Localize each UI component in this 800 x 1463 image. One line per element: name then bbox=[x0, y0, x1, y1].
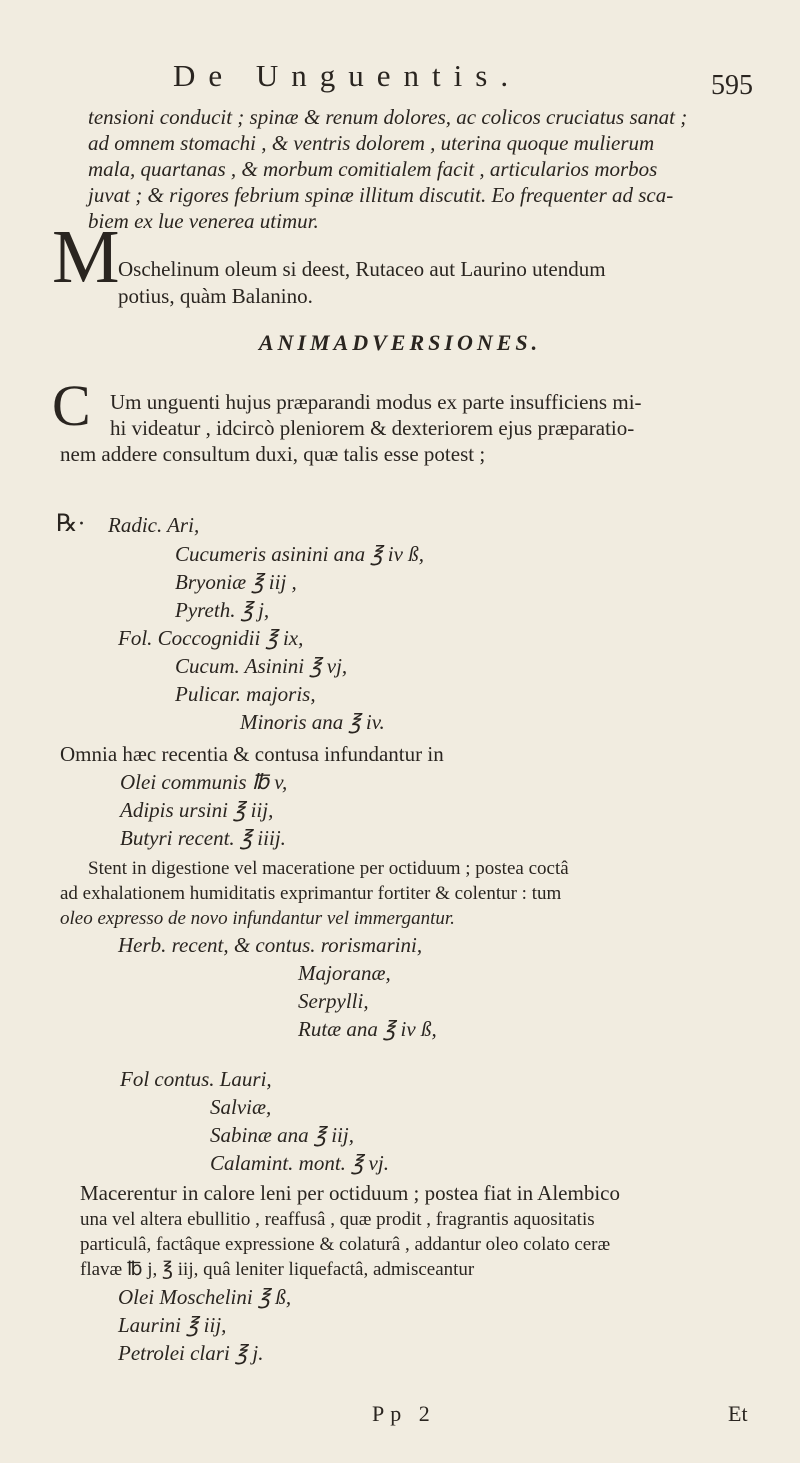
drop-cap: M bbox=[52, 215, 120, 299]
text-line: Serpylli, bbox=[298, 989, 369, 1013]
text-line: juvat ; & rigores febrium spinæ illitum discutit. Eo frequenter ad sca- bbox=[88, 183, 674, 207]
section-title: ANIMADVERSIONES. bbox=[258, 330, 542, 355]
text-line: Stent in digestione vel maceratione per octiduum ; postea coctâ bbox=[88, 858, 569, 879]
recipe-line: Radic. Ari, bbox=[108, 513, 200, 537]
recipe-line: Fol. Coccognidii ℥ ix, bbox=[118, 626, 304, 650]
text-line: nem addere consultum duxi, quæ talis esse potest ; bbox=[60, 442, 486, 466]
catchword: Et bbox=[728, 1401, 748, 1426]
signature-mark: Pp 2 bbox=[372, 1401, 436, 1426]
recipe-symbol: ℞· bbox=[56, 511, 86, 537]
text-line: oleo expresso de novo infundantur vel immergantur. bbox=[60, 908, 455, 929]
text-line: Fol contus. Lauri, bbox=[120, 1067, 272, 1091]
running-title: De Unguentis. bbox=[173, 58, 522, 93]
text-line: Rutæ ana ℥ iv ß, bbox=[298, 1017, 437, 1041]
recipe-line: Bryoniæ ℥ iij , bbox=[175, 570, 297, 594]
text-line: Sabinæ ana ℥ iij, bbox=[210, 1123, 354, 1147]
text-line: Olei communis ℔ v, bbox=[120, 770, 288, 794]
text-line: Butyri recent. ℥ iiij. bbox=[120, 826, 286, 850]
recipe-line: Cucum. Asinini ℥ vj, bbox=[175, 654, 348, 678]
text-line: Adipis ursini ℥ iij, bbox=[120, 798, 274, 822]
text-line: particulâ, factâque expressione & colaturâ , addantur oleo colato ceræ bbox=[80, 1234, 611, 1255]
text-line: Majoranæ, bbox=[298, 961, 391, 985]
text-line: mala, quartanas , & morbum comitialem facit , articularios morbos bbox=[88, 157, 658, 181]
text-line: Olei Moschelini ℥ ß, bbox=[118, 1285, 292, 1309]
text-line: Macerentur in calore leni per octiduum ; postea fiat in Alembico bbox=[80, 1181, 620, 1205]
text-line: Herb. recent, & contus. rorismarini, bbox=[118, 933, 423, 957]
text-line: Um unguenti hujus præparandi modus ex parte insufficiens mi- bbox=[110, 390, 642, 414]
recipe-line: Pulicar. majoris, bbox=[175, 682, 316, 706]
page-number: 595 bbox=[711, 70, 753, 101]
text-line: Laurini ℥ iij, bbox=[118, 1313, 227, 1337]
text-line: tensioni conducit ; spinæ & renum dolores, ac colicos cruciatus sanat ; bbox=[88, 105, 688, 129]
text-line: Petrolei clari ℥ j. bbox=[118, 1341, 264, 1365]
text-line: biem ex lue venerea utimur. bbox=[88, 209, 319, 233]
recipe-line: Pyreth. ℥ j, bbox=[175, 598, 270, 622]
text-line: Oschelinum oleum si deest, Rutaceo aut Laurino utendum bbox=[118, 257, 606, 281]
text-line: Omnia hæc recentia & contusa infundantur in bbox=[60, 742, 444, 766]
text-line: hi videatur , idcircò pleniorem & dexteriorem ejus præparatio- bbox=[110, 416, 635, 440]
text-line: potius, quàm Balanino. bbox=[118, 284, 313, 308]
recipe-line: Cucumeris asinini ana ℥ iv ß, bbox=[175, 542, 424, 566]
text-line: Salviæ, bbox=[210, 1095, 272, 1119]
text-line: flavæ ℔ j, ℥ iij, quâ leniter liquefactâ, admisceantur bbox=[80, 1259, 475, 1280]
text-line: Calamint. mont. ℥ vj. bbox=[210, 1151, 389, 1175]
recipe-line: Minoris ana ℥ iv. bbox=[240, 710, 385, 734]
text-line: ad exhalationem humiditatis exprimantur fortiter & colentur : tum bbox=[60, 883, 562, 904]
drop-cap: C bbox=[52, 373, 91, 438]
text-line: ad omnem stomachi , & ventris dolorem , uterina quoque mulierum bbox=[88, 131, 655, 155]
text-line: una vel altera ebullitio , reaffusâ , quæ prodit , fragrantis aquositatis bbox=[80, 1209, 595, 1230]
